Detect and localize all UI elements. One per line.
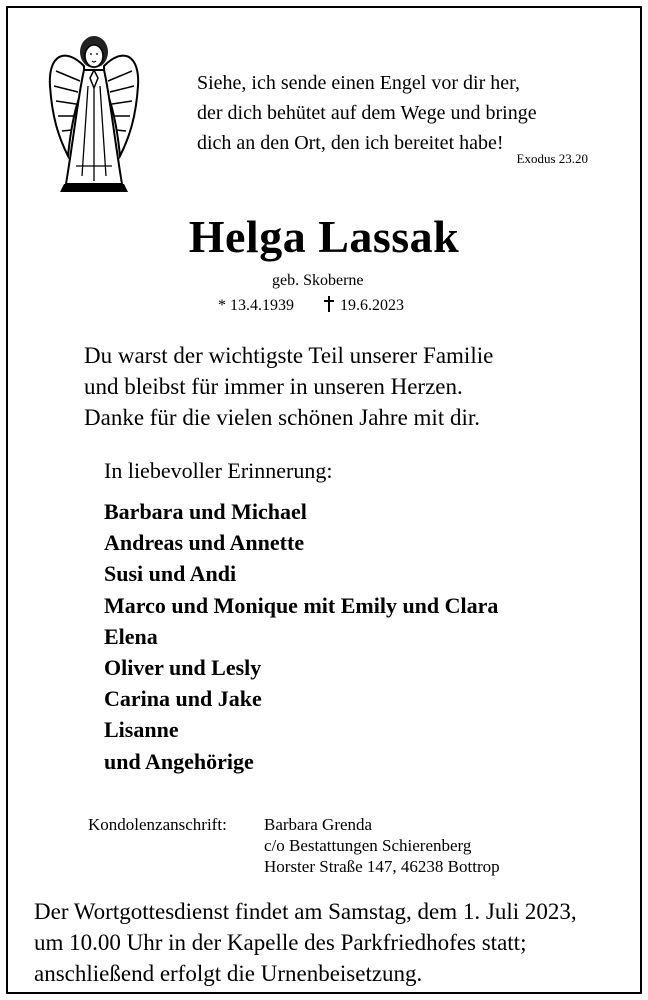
tribute-line: Du warst der wichtigste Teil unserer Familie xyxy=(84,343,494,368)
condolence-line: Barbara Grenda xyxy=(264,815,373,834)
condolence-line: Horster Straße 147, 46238 Bottrop xyxy=(264,857,500,876)
mourner-list xyxy=(104,496,498,777)
mourner-name: und Angehörige xyxy=(104,748,254,774)
service-line: anschließend erfolgt die Urnenbeisetzung. xyxy=(34,961,423,986)
bible-verse xyxy=(197,68,537,158)
verse-line: der dich behütet auf dem Wege und bringe xyxy=(197,102,537,124)
mourner-name: Susi und Andi xyxy=(104,561,237,587)
life-dates xyxy=(218,296,404,315)
mourner-name: Lisanne xyxy=(104,717,179,743)
condolence-label: Kondolenzanschrift: xyxy=(88,815,227,834)
mourner-name: Carina und Jake xyxy=(104,686,262,712)
tribute-line: Danke für die vielen schönen Jahre mit dir. xyxy=(84,405,480,430)
latin-cross-icon xyxy=(324,296,334,312)
mourner-name: Oliver und Lesly xyxy=(104,655,262,681)
service-line: Der Wortgottesdienst findet am Samstag, dem 1. Juli 2023, xyxy=(34,899,577,924)
death-date: 19.6.2023 xyxy=(340,297,404,314)
mourner-name: Barbara und Michael xyxy=(104,499,307,524)
deceased-name: Helga Lassak xyxy=(188,211,460,262)
mourner-name: Marco und Monique mit Emily und Clara xyxy=(104,592,499,618)
praying-angel-icon xyxy=(44,26,144,196)
service-line: um 10.00 Uhr in der Kapelle des Parkfriedhofes statt; xyxy=(34,930,527,955)
tribute-text xyxy=(84,340,493,433)
condolence-line: c/o Bestattungen Schierenberg xyxy=(264,836,472,855)
birth-date: * 13.4.1939 xyxy=(218,297,294,314)
tribute-line: und bleibst für immer in unseren Herzen. xyxy=(84,374,463,399)
condolence-address xyxy=(88,814,500,877)
verse-reference: Exodus 23.20 xyxy=(516,151,588,166)
service-notice xyxy=(34,896,577,989)
mourner-name: Elena xyxy=(104,623,158,649)
mourner-name: Andreas und Annette xyxy=(104,530,305,556)
verse-line: Siehe, ich sende einen Engel vor dir her, xyxy=(197,72,520,94)
remembrance-intro: In liebevoller Erinnerung: xyxy=(104,458,333,483)
birth-name: geb. Skoberne xyxy=(272,272,364,289)
verse-line: dich an den Ort, den ich bereitet habe! xyxy=(197,132,504,154)
